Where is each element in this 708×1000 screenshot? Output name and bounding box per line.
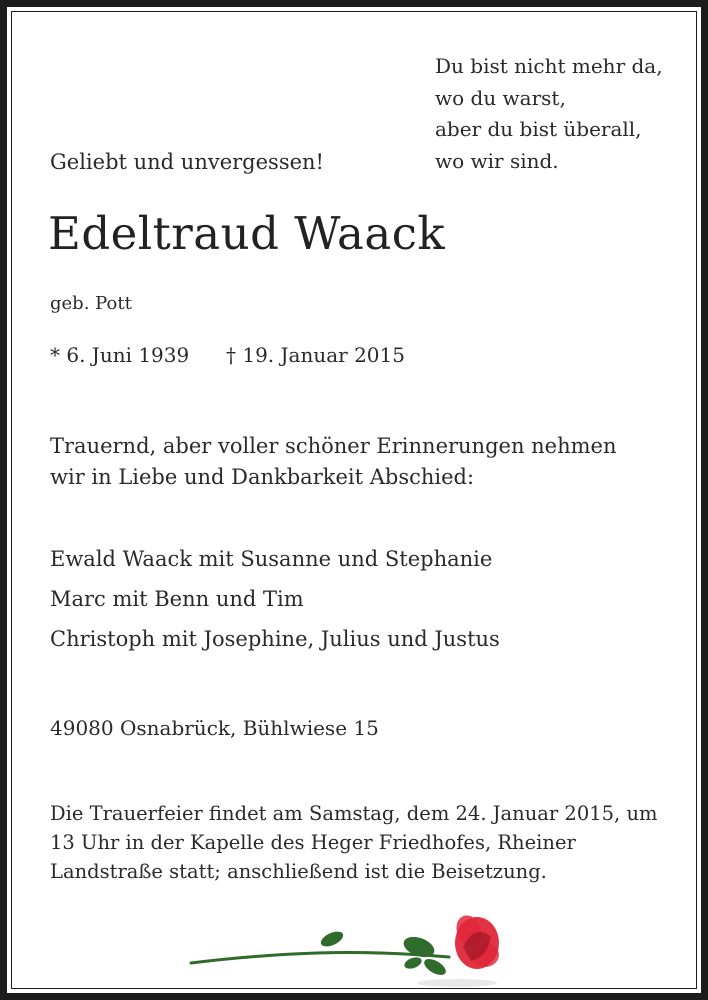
poem-line: aber du bist überall, xyxy=(435,117,642,141)
family-line: Christoph mit Josephine, Julius und Justus xyxy=(50,627,500,651)
funeral-notice xyxy=(50,799,658,886)
mourning-line: Trauernd, aber voller schöner Erinnerungen nehmen xyxy=(50,434,617,458)
maiden-name: geb. Pott xyxy=(50,293,132,314)
funeral-line: Die Trauerfeier findet am Samstag, dem 24. Januar 2015, um xyxy=(50,802,658,825)
poem-line: wo du warst, xyxy=(435,85,566,110)
mourning-line: wir in Liebe und Dankbarkeit Abschied: xyxy=(50,465,475,489)
funeral-line: 13 Uhr in der Kapelle des Heger Friedhofes, Rheiner xyxy=(50,831,576,854)
poem xyxy=(435,51,663,177)
family-list xyxy=(50,539,500,659)
family-line: Marc mit Benn und Tim xyxy=(50,587,304,611)
family-line: Ewald Waack mit Susanne und Stephanie xyxy=(50,547,493,571)
birth-date: * 6. Juni 1939 xyxy=(50,343,190,367)
poem-line: wo wir sind. xyxy=(435,148,559,173)
rose-icon xyxy=(187,903,507,989)
tagline: Geliebt und unvergessen! xyxy=(50,150,324,174)
mourning-text xyxy=(50,431,617,493)
address: 49080 Osnabrück, Bühlwiese 15 xyxy=(50,716,379,740)
poem-line: Du bist nicht mehr da, xyxy=(435,54,663,78)
funeral-line: Landstraße statt; anschließend ist die Beisetzung. xyxy=(50,860,547,883)
deceased-name: Edeltraud Waack xyxy=(48,207,446,260)
death-date: † 19. Januar 2015 xyxy=(226,343,405,367)
